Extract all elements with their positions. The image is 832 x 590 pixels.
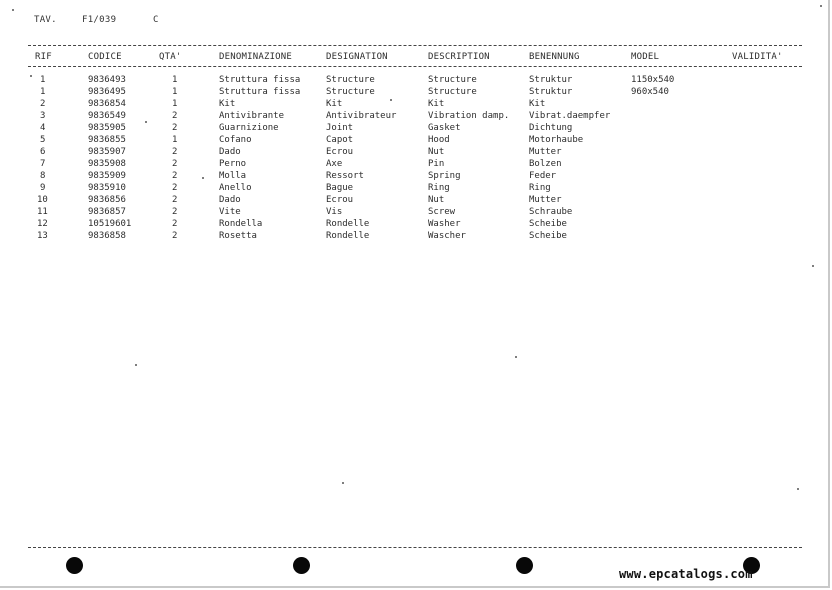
cell-codice: 9836858 xyxy=(88,231,126,241)
cell-codice: 9836854 xyxy=(88,99,126,109)
table-row xyxy=(0,231,832,243)
cell-rif: 6 xyxy=(40,147,46,157)
cell-codice: 9836857 xyxy=(88,207,126,217)
cell-benennung: Bolzen xyxy=(529,159,562,169)
cell-qta: 2 xyxy=(172,195,178,205)
cell-benennung: Schraube xyxy=(529,207,573,217)
cell-rif: 11 xyxy=(37,207,48,217)
cell-designation: Ecrou xyxy=(326,195,354,205)
cell-designation: Rondelle xyxy=(326,219,370,229)
cell-rif: 1 xyxy=(40,75,46,85)
cell-codice: 9836495 xyxy=(88,87,126,97)
table-top-rule xyxy=(28,45,802,46)
cell-description: Screw xyxy=(428,207,456,217)
table-row xyxy=(0,171,832,183)
cell-description: Kit xyxy=(428,99,445,109)
cell-denominazione: Struttura fissa xyxy=(219,87,301,97)
cell-description: Nut xyxy=(428,147,445,157)
cell-denominazione: Rosetta xyxy=(219,231,257,241)
table-row xyxy=(0,183,832,195)
scan-speck xyxy=(797,488,799,490)
table-row xyxy=(0,219,832,231)
cell-codice: 9835907 xyxy=(88,147,126,157)
cell-description: Ring xyxy=(428,183,450,193)
cell-benennung: Feder xyxy=(529,171,557,181)
binder-hole xyxy=(516,557,533,574)
table-row xyxy=(0,135,832,147)
column-header-qta: QTA' xyxy=(159,52,182,62)
cell-designation: Capot xyxy=(326,135,354,145)
table-row xyxy=(0,195,832,207)
cell-codice: 9835910 xyxy=(88,183,126,193)
cell-benennung: Struktur xyxy=(529,87,573,97)
cell-benennung: Ring xyxy=(529,183,551,193)
cell-rif: 4 xyxy=(40,123,46,133)
cell-designation: Rondelle xyxy=(326,231,370,241)
cell-codice: 9836493 xyxy=(88,75,126,85)
cell-designation: Bague xyxy=(326,183,354,193)
scan-speck xyxy=(30,75,32,77)
cell-qta: 2 xyxy=(172,111,178,121)
cell-designation: Kit xyxy=(326,99,343,109)
cell-rif: 7 xyxy=(40,159,46,169)
scan-speck xyxy=(12,9,14,11)
cell-designation: Ecrou xyxy=(326,147,354,157)
cell-benennung: Motorhaube xyxy=(529,135,584,145)
scan-speck xyxy=(390,99,392,101)
cell-denominazione: Cofano xyxy=(219,135,252,145)
cell-codice: 9835908 xyxy=(88,159,126,169)
cell-denominazione: Perno xyxy=(219,159,247,169)
cell-description: Nut xyxy=(428,195,445,205)
column-header-model: MODEL xyxy=(631,52,660,62)
scan-speck xyxy=(820,5,822,7)
column-header-codice: CODICE xyxy=(88,52,122,62)
table-row xyxy=(0,207,832,219)
cell-benennung: Mutter xyxy=(529,147,562,157)
cell-qta: 2 xyxy=(172,123,178,133)
cell-description: Vibration damp. xyxy=(428,111,510,121)
cell-description: Hood xyxy=(428,135,450,145)
cell-designation: Axe xyxy=(326,159,343,169)
cell-denominazione: Guarnizione xyxy=(219,123,279,133)
tav-label: TAV. xyxy=(34,15,57,25)
watermark-text: www.epcatalogs.com xyxy=(619,567,753,581)
column-header-validita: VALIDITA' xyxy=(732,52,783,62)
cell-qta: 1 xyxy=(172,135,178,145)
cell-qta: 2 xyxy=(172,231,178,241)
cell-qta: 2 xyxy=(172,171,178,181)
cell-qta: 2 xyxy=(172,219,178,229)
cell-description: Gasket xyxy=(428,123,461,133)
column-header-designation: DESIGNATION xyxy=(326,52,388,62)
cell-description: Structure xyxy=(428,75,477,85)
cell-qta: 2 xyxy=(172,147,178,157)
page-bottom-rule xyxy=(28,547,802,548)
column-header-description: DESCRIPTION xyxy=(428,52,490,62)
column-header-rif: RIF xyxy=(35,52,52,62)
table-row xyxy=(0,147,832,159)
cell-codice: 9836549 xyxy=(88,111,126,121)
column-header-benennung: BENENNUNG xyxy=(529,52,580,62)
binder-hole xyxy=(66,557,83,574)
cell-designation: Antivibrateur xyxy=(326,111,397,121)
cell-codice: 9836855 xyxy=(88,135,126,145)
cell-codice: 9836856 xyxy=(88,195,126,205)
cell-model: 1150x540 xyxy=(631,75,675,85)
cell-rif: 8 xyxy=(40,171,46,181)
cell-denominazione: Dado xyxy=(219,195,241,205)
cell-benennung: Scheibe xyxy=(529,231,567,241)
cell-benennung: Scheibe xyxy=(529,219,567,229)
cell-benennung: Struktur xyxy=(529,75,573,85)
table-row xyxy=(0,111,832,123)
cell-designation: Structure xyxy=(326,87,375,97)
cell-qta: 2 xyxy=(172,183,178,193)
cell-denominazione: Molla xyxy=(219,171,247,181)
cell-rif: 5 xyxy=(40,135,46,145)
cell-description: Pin xyxy=(428,159,445,169)
cell-description: Structure xyxy=(428,87,477,97)
cell-denominazione: Vite xyxy=(219,207,241,217)
scan-speck xyxy=(135,364,137,366)
cell-rif: 10 xyxy=(37,195,48,205)
table-header-rule xyxy=(28,66,802,67)
table-row xyxy=(0,75,832,87)
cell-description: Wascher xyxy=(428,231,466,241)
cell-qta: 1 xyxy=(172,75,178,85)
scan-speck xyxy=(515,356,517,358)
cell-rif: 2 xyxy=(40,99,46,109)
table-code: F1/039 xyxy=(82,15,117,25)
cell-designation: Structure xyxy=(326,75,375,85)
cell-rif: 12 xyxy=(37,219,48,229)
cell-benennung: Dichtung xyxy=(529,123,573,133)
scan-speck xyxy=(812,265,814,267)
cell-description: Washer xyxy=(428,219,461,229)
cell-denominazione: Struttura fissa xyxy=(219,75,301,85)
cell-rif: 3 xyxy=(40,111,46,121)
cell-denominazione: Antivibrante xyxy=(219,111,285,121)
cell-denominazione: Rondella xyxy=(219,219,263,229)
cell-qta: 1 xyxy=(172,99,178,109)
cell-denominazione: Kit xyxy=(219,99,236,109)
scan-speck xyxy=(342,482,344,484)
table-row xyxy=(0,123,832,135)
table-row xyxy=(0,159,832,171)
scan-speck xyxy=(145,121,147,123)
cell-rif: 13 xyxy=(37,231,48,241)
cell-qta: 1 xyxy=(172,87,178,97)
cell-rif: 1 xyxy=(40,87,46,97)
cell-denominazione: Anello xyxy=(219,183,252,193)
cell-benennung: Vibrat.daempfer xyxy=(529,111,611,121)
cell-model: 960x540 xyxy=(631,87,669,97)
cell-benennung: Mutter xyxy=(529,195,562,205)
cell-rif: 9 xyxy=(40,183,46,193)
table-row xyxy=(0,99,832,111)
cell-qta: 2 xyxy=(172,159,178,169)
scan-speck xyxy=(202,177,204,179)
cell-denominazione: Dado xyxy=(219,147,241,157)
cell-designation: Vis xyxy=(326,207,343,217)
cell-codice: 10519601 xyxy=(88,219,132,229)
cell-qta: 2 xyxy=(172,207,178,217)
cell-designation: Joint xyxy=(326,123,354,133)
cell-codice: 9835905 xyxy=(88,123,126,133)
column-header-denominazione: DENOMINAZIONE xyxy=(219,52,293,62)
cell-description: Spring xyxy=(428,171,461,181)
binder-hole xyxy=(293,557,310,574)
cell-codice: 9835909 xyxy=(88,171,126,181)
sheet-letter: C xyxy=(153,15,159,25)
cell-benennung: Kit xyxy=(529,99,546,109)
cell-designation: Ressort xyxy=(326,171,364,181)
table-row xyxy=(0,87,832,99)
